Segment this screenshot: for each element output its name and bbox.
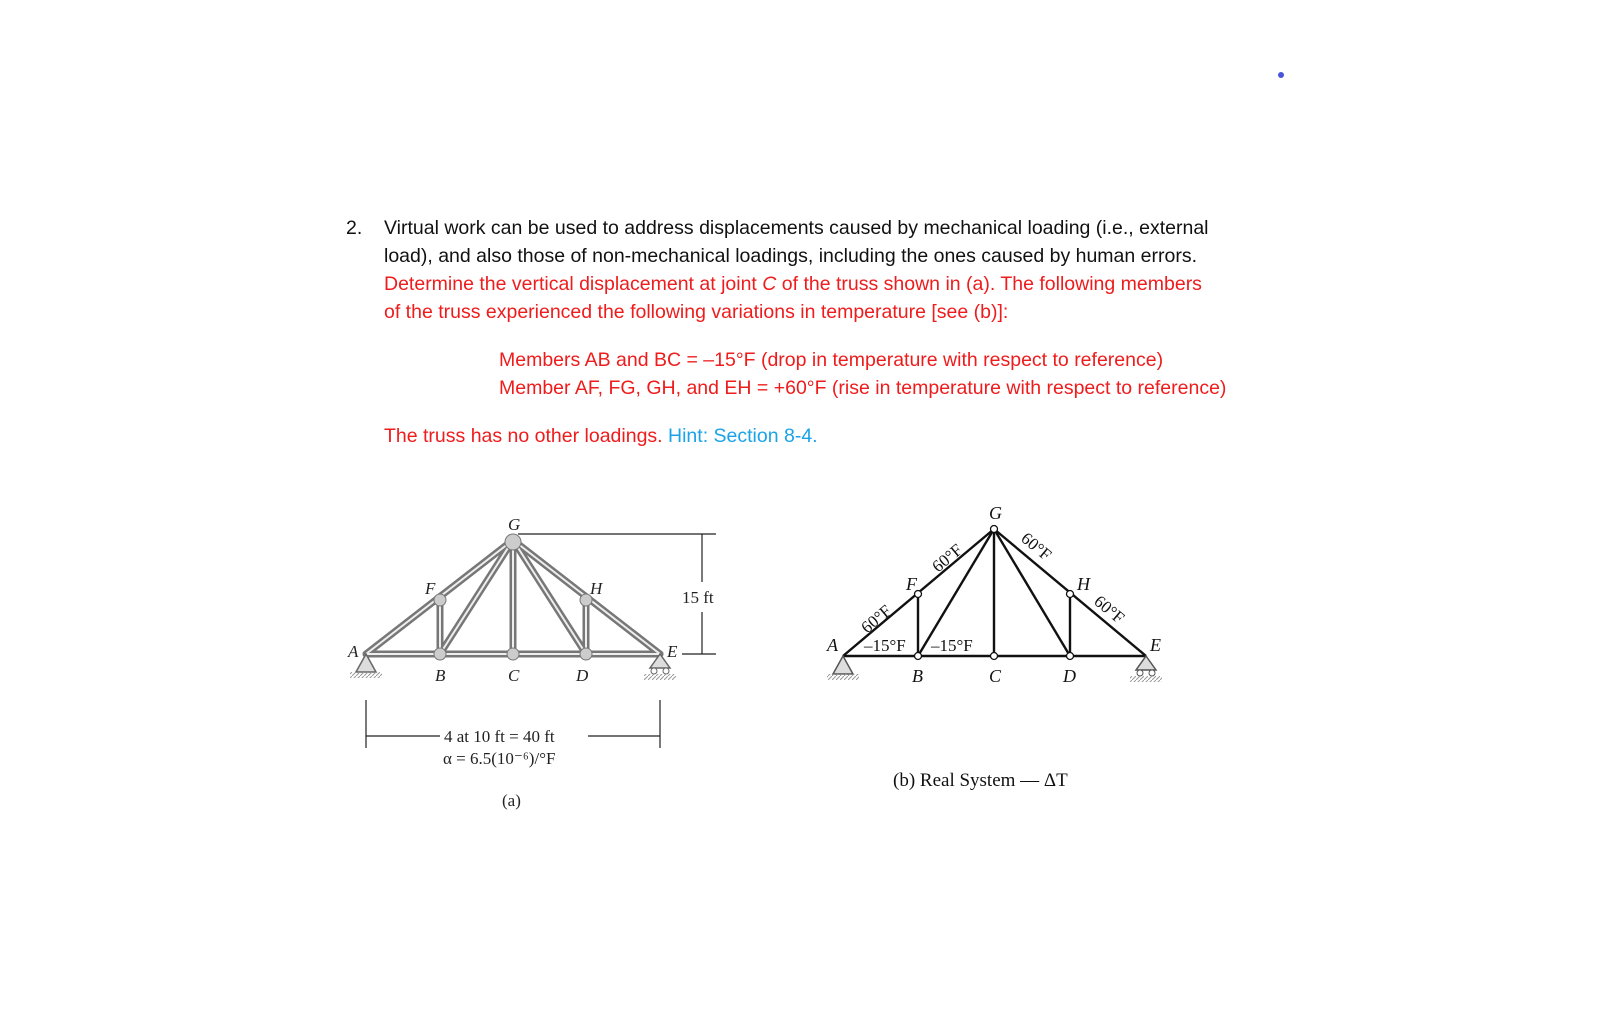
fig-b-label-e: E bbox=[1150, 635, 1161, 655]
fig-a-label-e: E bbox=[667, 642, 678, 661]
task-joint: C bbox=[762, 273, 777, 295]
fig-b-label-g: G bbox=[989, 503, 1002, 523]
fig-b-temp-ab: –15°F bbox=[864, 636, 906, 655]
fig-b-label-f: F bbox=[906, 574, 917, 594]
intro-line-1: Virtual work can be used to address displacements caused by mechanical loading (i.e., external bbox=[384, 217, 1209, 239]
fig-b-temp-he: 60°F bbox=[1090, 591, 1129, 628]
temp-members-ab-bc: Members AB and BC = –15°F (drop in temperature with respect to reference) bbox=[499, 349, 1164, 371]
fig-a-label-f: F bbox=[425, 579, 436, 598]
fig-a-span-dimension: 4 at 10 ft = 40 ft bbox=[444, 727, 555, 746]
fig-b-label-c: C bbox=[989, 666, 1002, 686]
fig-a-label-d: D bbox=[576, 666, 589, 685]
figure-b-roller-support-e bbox=[1130, 656, 1162, 682]
fig-a-caption: (a) bbox=[502, 791, 521, 810]
hint-link[interactable]: Hint: Section 8-4. bbox=[668, 425, 818, 447]
fig-a-alpha: α = 6.5(10⁻⁶)/°F bbox=[443, 749, 556, 768]
temp-members-af-fg-gh-eh: Member AF, FG, GH, and EH = +60°F (rise in temperature with respect to reference) bbox=[499, 377, 1227, 399]
fig-b-temp-fg: 60°F bbox=[928, 540, 967, 577]
figure-a-member-highlights bbox=[366, 540, 660, 654]
fig-a-label-h: H bbox=[590, 579, 603, 598]
no-loadings-text: The truss has no other loadings. bbox=[384, 425, 663, 447]
fig-a-height-dimension: 15 ft bbox=[682, 588, 714, 607]
fig-b-label-h: H bbox=[1077, 574, 1090, 594]
task-part-2: of the truss shown in (a). The following members bbox=[776, 273, 1202, 295]
fig-b-temp-af: 60°F bbox=[857, 601, 896, 638]
intro-line-2: load), and also those of non-mechanical loadings, including the ones caused by human errors. bbox=[384, 245, 1198, 267]
fig-b-label-d: D bbox=[1063, 666, 1076, 686]
problem-number: 2. bbox=[346, 217, 363, 239]
fig-a-label-c: C bbox=[508, 666, 520, 685]
fig-b-temp-bc: –15°F bbox=[931, 636, 973, 655]
fig-a-label-a: A bbox=[348, 642, 359, 661]
fig-a-label-g: G bbox=[508, 515, 521, 534]
fig-b-temp-gh: 60°F bbox=[1017, 528, 1056, 565]
task-line-2: of the truss experienced the following variations in temperature [see (b)]: bbox=[384, 301, 1009, 323]
task-part-1: Determine the vertical displacement at joint bbox=[384, 273, 763, 295]
fig-b-label-b: B bbox=[912, 666, 923, 686]
fig-a-label-b: B bbox=[435, 666, 446, 685]
figure-b-pin-support-a bbox=[827, 656, 859, 680]
fig-b-label-a: A bbox=[827, 635, 838, 655]
fig-b-caption: (b) Real System — ΔT bbox=[893, 770, 1068, 791]
